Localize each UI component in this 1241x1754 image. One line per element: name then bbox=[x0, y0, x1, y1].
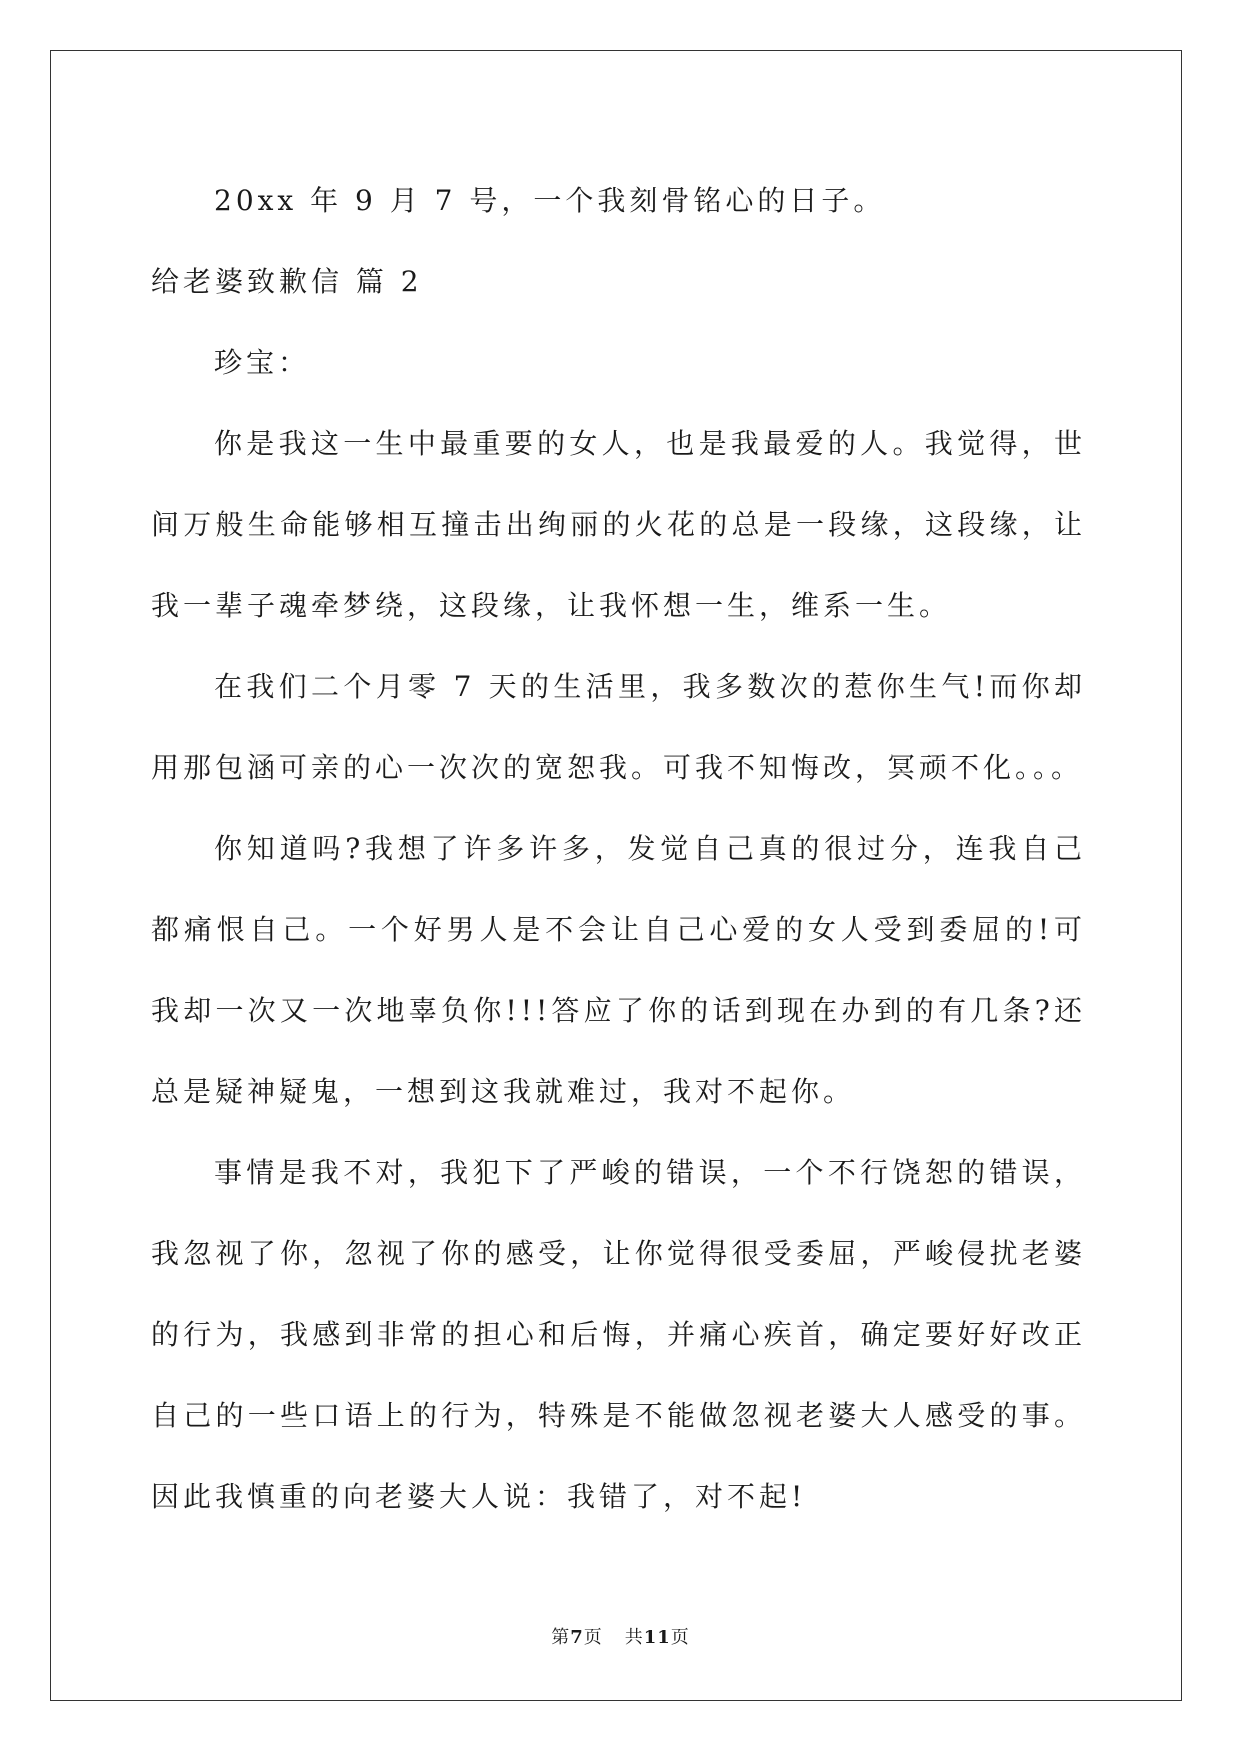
page-prefix: 第 bbox=[551, 1627, 571, 1648]
page-unit: 页 bbox=[583, 1627, 603, 1648]
section-title: 给老婆致歉信 篇 2 bbox=[151, 265, 423, 298]
page-current: 7 bbox=[570, 1627, 584, 1648]
total-unit: 页 bbox=[670, 1627, 690, 1648]
salutation: 珍宝： bbox=[214, 346, 311, 379]
paragraph: 你是我这一生中最重要的女人，也是我最爱的人。我觉得，世间万般生命能够相互撞击出绚丽的火花的总是一段缘，这段缘，让我一辈子魂牵梦绕，这段缘，让我怀想一生，维系一生。 bbox=[151, 427, 1086, 622]
document-body bbox=[151, 160, 1086, 1537]
paragraph: 事情是我不对，我犯下了严峻的错误，一个不行饶恕的错误，我忽视了你，忽视了你的感受，让你觉得很受委屈，严峻侵扰老婆的行为，我感到非常的担心和后悔，并痛心疾首，确定要好好改正自己的一些口语上的行为，特殊是不能做忽视老婆大人感受的事。因此我慎重的向老婆大人说：我错了，对不起! bbox=[151, 1156, 1086, 1513]
total-prefix: 共 bbox=[624, 1627, 644, 1648]
paragraph: 在我们二个月零 7 天的生活里，我多数次的惹你生气!而你却用那包涵可亲的心一次次的宽恕我。可我不知悔改，冥顽不化。。。 bbox=[151, 670, 1086, 784]
page-footer bbox=[0, 1623, 1241, 1649]
paragraph-date: 20xx 年 9 月 7 号，一个我刻骨铭心的日子。 bbox=[214, 184, 886, 217]
paragraph: 你知道吗?我想了许多许多，发觉自己真的很过分，连我自己都痛恨自己。一个好男人是不会让自己心爱的女人受到委屈的!可我却一次又一次地辜负你!!!答应了你的话到现在办到的有几条?还总是疑神疑鬼，一想到这我就难过，我对不起你。 bbox=[151, 832, 1086, 1108]
page-total: 11 bbox=[643, 1627, 671, 1648]
